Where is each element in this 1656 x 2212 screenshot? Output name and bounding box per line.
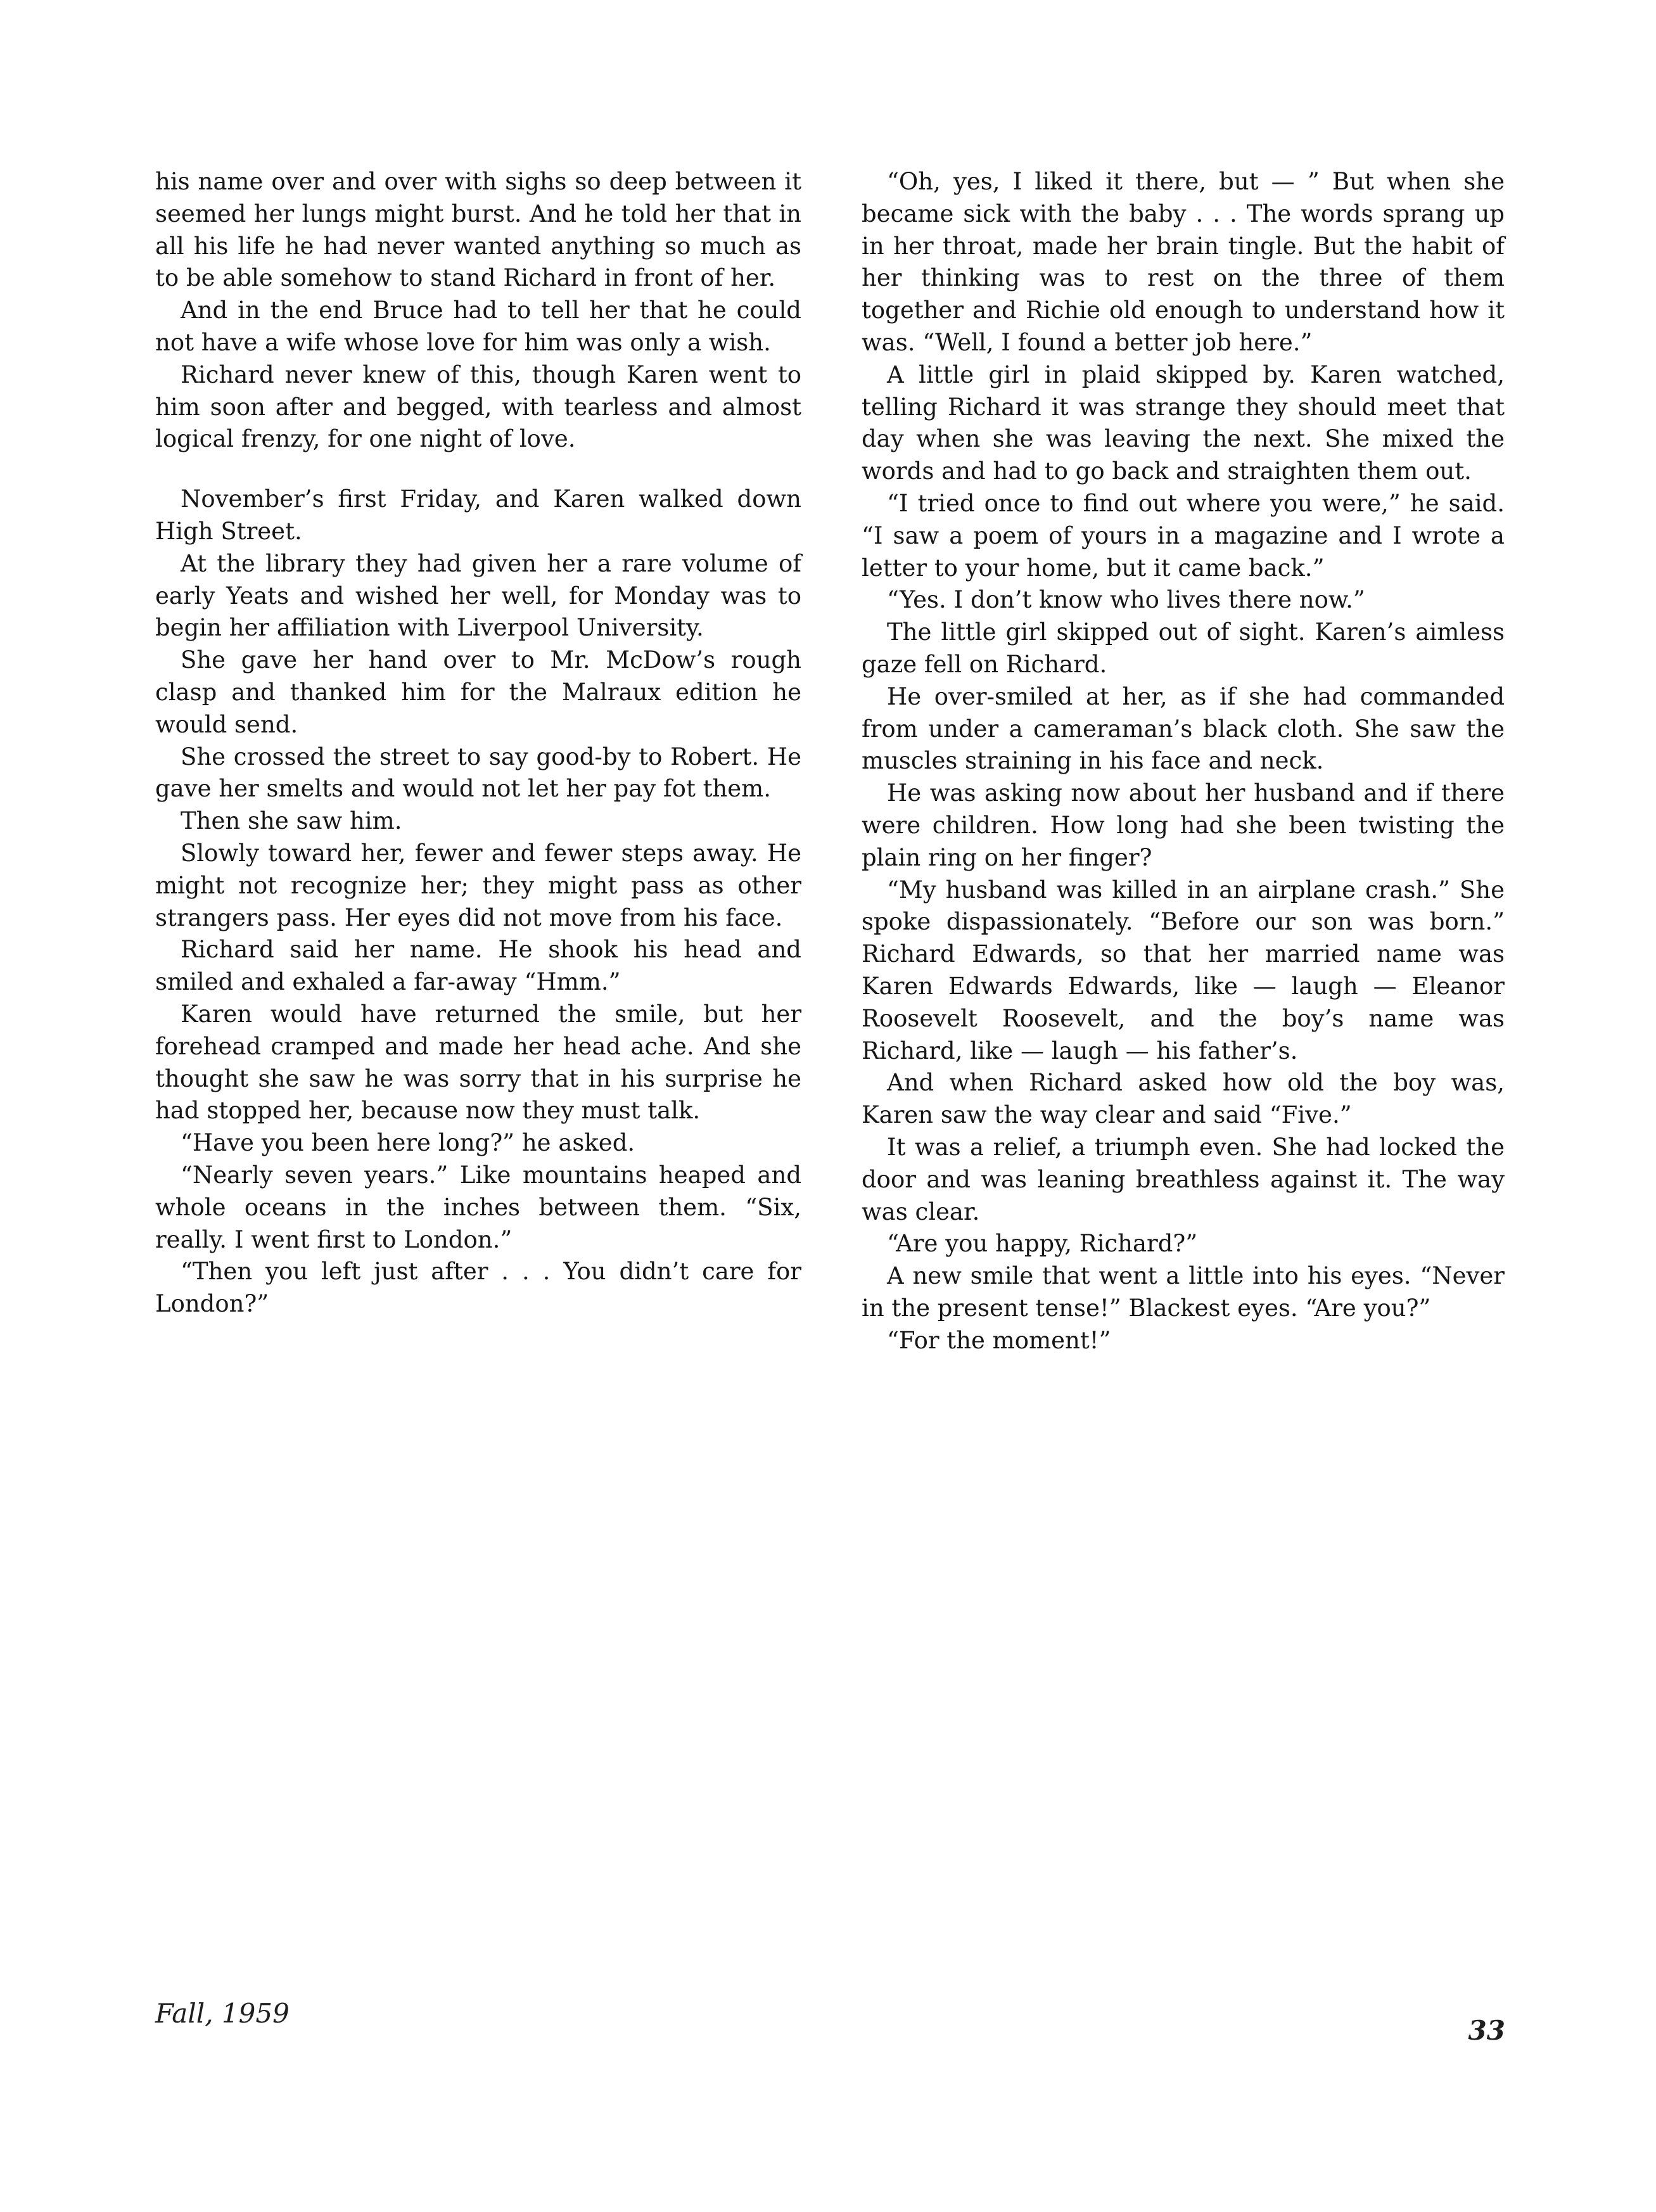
paragraph: “I tried once to find out where you were,” he said. “I saw a poem of yours in a magazine and I wrote a letter to your home, but it came back.” — [862, 489, 1505, 582]
paragraph: “Have you been here long?” he asked. — [181, 1129, 635, 1157]
paragraph: “Are you happy, Richard?” — [887, 1230, 1198, 1258]
paragraph: He over-smiled at her, as if she had commanded from under a cameraman’s black cloth. She saw the muscles straining in his face and neck. — [862, 682, 1505, 775]
paragraph: “Yes. I don’t know who lives there now.” — [887, 586, 1365, 614]
paragraph: And when Richard asked how old the boy was, Karen saw the way clear and said “Five.” — [862, 1069, 1505, 1129]
paragraph: Then she saw him. — [181, 807, 402, 835]
paragraph: “Nearly seven years.” Like mountains heaped and whole oceans in the inches between them. “Six, really. I went first to London.” — [155, 1161, 801, 1253]
paragraph: At the library they had given her a rare volume of early Yeats and wished her well, for Monday was to begin her affiliation with Liverpool University. — [155, 549, 801, 642]
paragraph: He was asking now about her husband and if there were children. How long had she been twisting the plain ring on her finger? — [862, 779, 1505, 871]
paragraph: It was a relief, a triumph even. She had locked the door and was leaning breathless against it. The way was clear. — [862, 1133, 1505, 1225]
paragraph: Richard never knew of this, though Karen went to him soon after and begged, with tearless and almost logical frenzy, for one night of love. — [155, 361, 801, 453]
paragraph: “For the moment!” — [887, 1326, 1111, 1354]
paragraph: A little girl in plaid skipped by. Karen watched, telling Richard it was strange they should meet that day when she was leaving the next. She mixed the words and had to go back and straighten them out. — [862, 361, 1505, 485]
issue-date: Fall, 1959 — [155, 1998, 290, 2029]
paragraph: Richard said her name. He shook his head and smiled and exhaled a far-away “Hmm.” — [155, 936, 801, 996]
paragraph: “Oh, yes, I liked it there, but — ” But when she became sick with the baby . . . The words sprang up in her throat, made her brain tingle. But the habit of her thinking was to rest on the three of them together and Richie old enough to understand how it was. “Well, I found a better job here.” — [862, 168, 1505, 356]
paragraph: She gave her hand over to Mr. McDow’s rough clasp and thanked him for the Malraux edition he would send. — [155, 646, 801, 738]
paragraph: The little girl skipped out of sight. Karen’s aimless gaze fell on Richard. — [862, 618, 1505, 678]
left-column — [155, 166, 801, 1320]
paragraph: “My husband was killed in an airplane crash.” She spoke dispassionately. “Before our son was born.” Richard Edwards, so that her married name was Karen Edwards Edwards, like — laugh — Eleanor Roosevelt Roosevelt, and the boy’s name was Richard, like — laugh — his father’s. — [862, 876, 1505, 1064]
paragraph: Karen would have returned the smile, but her forehead cramped and made her head ache. And she thought she saw he was sorry that in his surprise he had stopped her, because now they must talk. — [155, 1000, 801, 1125]
paragraph: his name over and over with sighs so deep between it seemed her lungs might burst. And he told her that in all his life he had never wanted anything so much as to be able somehow to stand Richard in front of her. — [155, 168, 801, 292]
section-opening-paragraph: November’s first Friday, and Karen walked down High Street. — [155, 485, 801, 545]
paragraph: And in the end Bruce had to tell her that he could not have a wife whose love for him was only a wish. — [155, 297, 801, 356]
paragraph: A new smile that went a little into his eyes. “Never in the present tense!” Blackest eyes. “Are you?” — [862, 1262, 1505, 1322]
paragraph: She crossed the street to say good-by to Robert. He gave her smelts and would not let her pay fot them. — [155, 743, 801, 803]
page-number: 33 — [1468, 2015, 1505, 2046]
paragraph: Slowly toward her, fewer and fewer steps away. He might not recognize her; they might pass as other strangers pass. Her eyes did not move from his face. — [155, 839, 801, 931]
paragraph: “Then you left just after . . . You didn’t care for London?” — [155, 1258, 801, 1318]
right-column — [862, 166, 1505, 1357]
